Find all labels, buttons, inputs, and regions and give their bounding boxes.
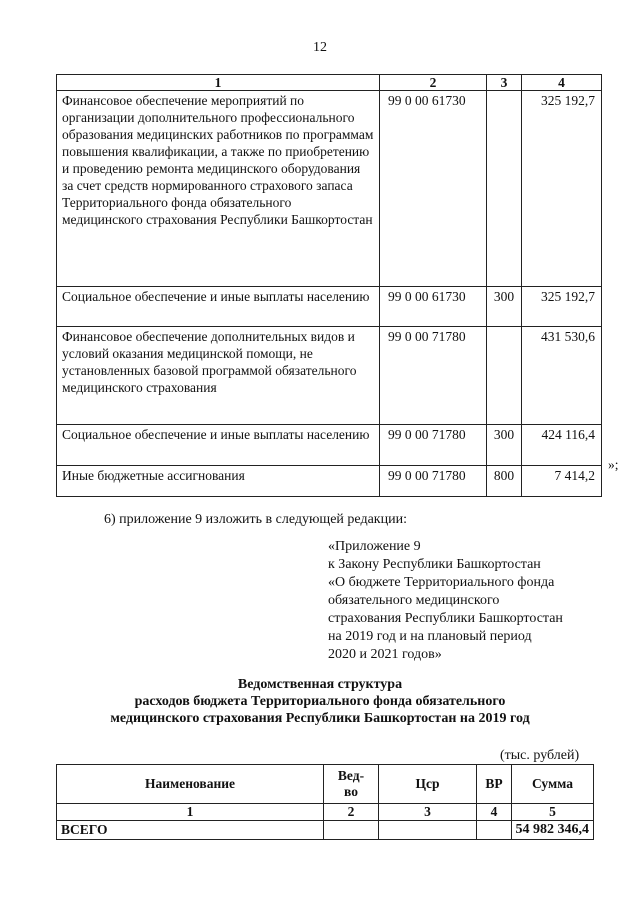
appendix-reference: [328, 538, 563, 664]
row-name: Иные бюджетные ассигнования: [57, 466, 380, 497]
column-number-1: 1: [57, 75, 380, 91]
appendix-line: страхования Республики Башкортостан: [328, 611, 563, 626]
header-vedomstvo: [324, 765, 379, 804]
row-sum: 7 414,2: [522, 466, 602, 497]
header-csr: Цср: [379, 765, 477, 804]
row-sum: 325 192,7: [522, 287, 602, 327]
total-vedomstvo: [324, 821, 379, 840]
column-number: 3: [379, 804, 477, 821]
column-number: 4: [477, 804, 512, 821]
table-header-row: [57, 765, 594, 804]
heading-line: Ведомственная структура: [237, 677, 403, 692]
column-number: 5: [512, 804, 594, 821]
row-code: 99 0 00 71780: [380, 425, 487, 466]
departmental-structure-table: [56, 764, 594, 840]
table-header-row: [57, 75, 602, 91]
table-row: [57, 287, 602, 327]
row-code: 99 0 00 61730: [380, 91, 487, 287]
section-heading: [0, 676, 640, 727]
row-vr: 800: [487, 466, 522, 497]
column-number-4: 4: [522, 75, 602, 91]
table-row: [57, 327, 602, 425]
appendix-line: к Закону Республики Башкортостан: [328, 557, 541, 572]
page-number: 12: [313, 40, 327, 55]
row-vr: [487, 91, 522, 287]
row-sum: 424 116,4: [522, 425, 602, 466]
units-label: (тыс. рублей): [500, 748, 580, 763]
row-name: Финансовое обеспечение дополнительных видов и условий оказания медицинской помощи, не установленных базовой программой обязательного медицинского страхования: [57, 327, 380, 425]
appendix-line: обязательного медицинского: [328, 593, 500, 608]
appendix-line: на 2019 год и на плановый период: [328, 629, 532, 644]
row-name: Социальное обеспечение и иные выплаты населению: [57, 287, 380, 327]
header-sum: Сумма: [512, 765, 594, 804]
table-row: [57, 466, 602, 497]
total-label: ВСЕГО: [57, 821, 324, 840]
row-vr: 300: [487, 425, 522, 466]
column-number: 1: [57, 804, 324, 821]
row-name: Финансовое обеспечение мероприятий по организации дополнительного профессионального образования медицинских работников по программам повышения квалификации, а также по приобретению и проведению ремонта медицинского оборудования за счет средств нормированного страхового запаса Территориального фонда обязательного медицинского страхования Республики Башкортостан: [57, 91, 380, 287]
appendix-line: «Приложение 9: [328, 539, 421, 554]
total-vr: [477, 821, 512, 840]
table-row: [57, 91, 602, 287]
column-number-3: 3: [487, 75, 522, 91]
closing-quote: »;: [608, 457, 619, 472]
row-name: Социальное обеспечение и иные выплаты населению: [57, 425, 380, 466]
column-numbers-row: [57, 804, 594, 821]
appendix-line: 2020 и 2021 годов»: [328, 647, 442, 662]
column-number: 2: [324, 804, 379, 821]
expense-table-continued: [56, 74, 602, 497]
row-vr: 300: [487, 287, 522, 327]
total-row: [57, 821, 594, 840]
row-sum: 325 192,7: [522, 91, 602, 287]
row-code: 99 0 00 71780: [380, 466, 487, 497]
header-vedomstvo-line2: во: [344, 784, 358, 799]
appendix-line: «О бюджете Территориального фонда: [328, 575, 555, 590]
column-number-2: 2: [380, 75, 487, 91]
heading-line: расходов бюджета Территориального фонда обязательного: [134, 694, 506, 709]
header-name: Наименование: [57, 765, 324, 804]
row-sum: 431 530,6: [522, 327, 602, 425]
table-row: [57, 425, 602, 466]
header-vr: ВР: [477, 765, 512, 804]
total-sum: 54 982 346,4: [512, 821, 594, 840]
total-csr: [379, 821, 477, 840]
amendment-instruction: 6) приложение 9 изложить в следующей редакции:: [104, 512, 407, 527]
row-code: 99 0 00 71780: [380, 327, 487, 425]
row-vr: [487, 327, 522, 425]
heading-line: медицинского страхования Республики Башкортостан на 2019 год: [110, 711, 530, 726]
row-code: 99 0 00 61730: [380, 287, 487, 327]
header-vedomstvo-line1: Вед-: [337, 768, 365, 783]
